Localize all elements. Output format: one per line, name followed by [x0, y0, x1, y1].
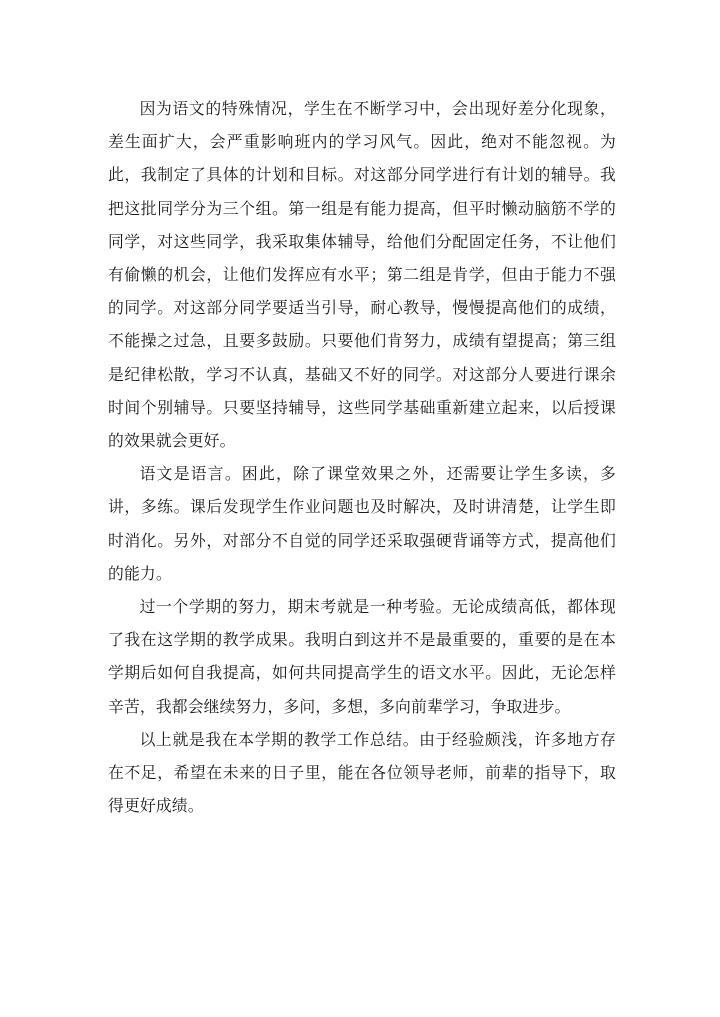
paragraph-1: 因为语文的特殊情况，学生在不断学习中，会出现好差分化现象，差生面扩大，会严重影响班内的学习风气。因此，绝对不能忽视。为此，我制定了具体的计划和目标。对这部分同学进行有计划的辅导。我把这批同学分为三个组。第一组是有能力提高，但平时懒动脑筋不学的同学，对这些同学，我采取集体辅导，给他们分配固定任务，不让他们有偷懒的机会，让他们发挥应有水平；第二组是肯学，但由于能力不强的同学。对这部分同学要适当引导，耐心教导，慢慢提高他们的成绩，不能操之过急，且要多鼓励。只要他们肯努力，成绩有望提高；第三组是纪律松散，学习不认真，基础又不好的同学。对这部分人要进行课余时间个别辅导。只要坚持辅导，这些同学基础重新建立起来，以后授课的效果就会更好。	[108, 99, 616, 451]
paragraph-3: 过一个学期的努力，期末考就是一种考验。无论成绩高低，都体现了我在这学期的教学成果。我明白到这并不是最重要的，重要的是在本学期后如何自我提高，如何共同提高学生的语文水平。因此，无论怎样辛苦，我都会继续努力，多问，多想，多向前辈学习，争取进步。	[108, 597, 616, 716]
paragraph-2: 语文是语言。困此，除了课堂效果之外，还需要让学生多读，多讲，多练。课后发现学生作业问题也及时解决，及时讲清楚，让学生即时消化。另外，对部分不自觉的同学还采取强硬背诵等方式，提高他们的能力。	[108, 464, 616, 583]
paragraph-4: 以上就是我在本学期的教学工作总结。由于经验颇浅，许多地方存在不足，希望在未来的日子里，能在各位领导老师，前辈的指导下，取得更好成绩。	[108, 729, 616, 816]
document-page	[108, 92, 616, 822]
